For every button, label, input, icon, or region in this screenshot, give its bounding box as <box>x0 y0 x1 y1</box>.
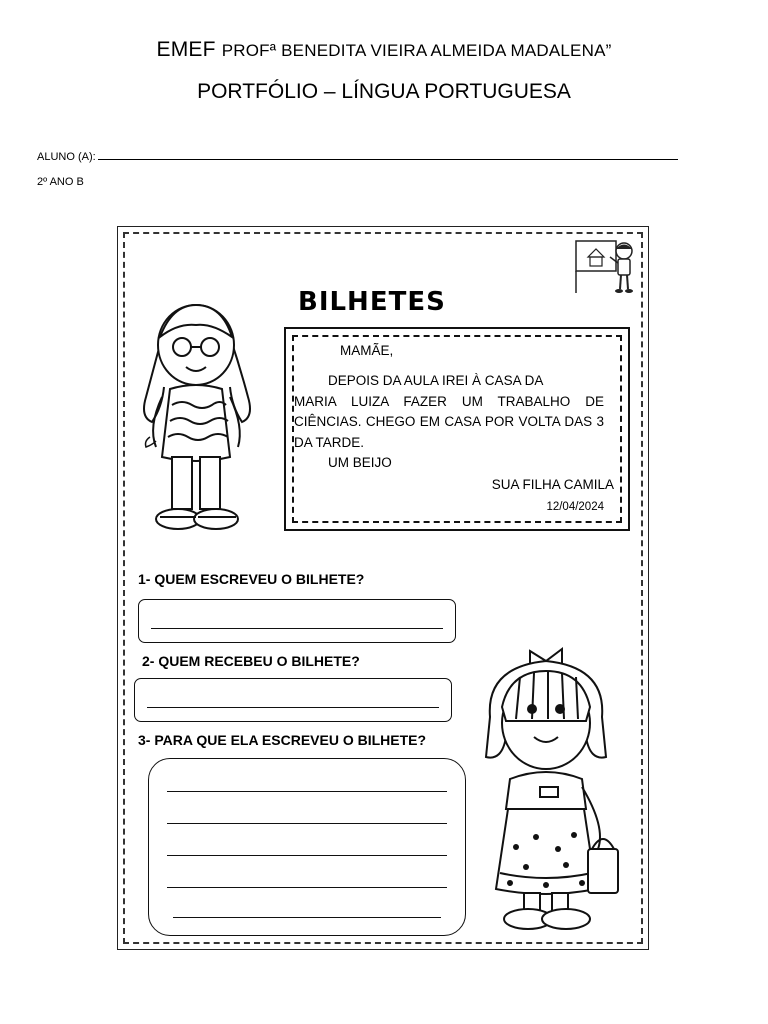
note-signature: SUA FILHA CAMILA <box>491 477 614 492</box>
note-body <box>294 371 604 474</box>
girl-with-bow-and-bag-icon <box>470 637 626 937</box>
student-label: ALUNO (A): <box>37 151 96 163</box>
school-name: PROFª BENEDITA VIEIRA ALMEIDA MADALENA” <box>221 41 612 60</box>
child-at-blackboard-icon <box>574 235 638 297</box>
question-3: 3- PARA QUE ELA ESCREVEU O BILHETE? <box>138 732 427 748</box>
answer-line <box>167 791 447 792</box>
answer-box-1[interactable] <box>138 599 456 643</box>
girl-with-glasses-icon <box>132 297 264 549</box>
answer-line <box>167 855 447 856</box>
answer-line <box>173 917 441 918</box>
answer-line <box>147 707 439 708</box>
note-date: 12/04/2024 <box>546 501 604 513</box>
question-1: 1- QUEM ESCREVEU O BILHETE? <box>138 571 365 587</box>
note-body-line1: DEPOIS DA AULA IREI À CASA DA <box>328 373 544 388</box>
worksheet <box>117 226 649 950</box>
note-body-rest: MARIA LUIZA FAZER UM TRABALHO DE CIÊNCIAS. CHEGO EM CASA POR VOLTA DAS 3 DA TARDE. <box>294 393 604 450</box>
portfolio-title: PORTFÓLIO – LÍNGUA PORTUGUESA <box>197 80 571 103</box>
student-name-underline <box>98 148 678 160</box>
note-greeting: MAMÃE, <box>340 343 394 358</box>
note-closing: UM BEIJO <box>328 455 392 470</box>
answer-line <box>151 628 443 629</box>
school-title <box>0 38 768 62</box>
school-prefix: EMEF <box>156 38 216 61</box>
answer-line <box>167 887 447 888</box>
answer-box-3[interactable] <box>148 758 466 936</box>
grade-label: 2º ANO B <box>37 176 84 188</box>
answer-line <box>167 823 447 824</box>
student-name-field[interactable] <box>37 148 678 163</box>
answer-box-2[interactable] <box>134 678 452 722</box>
note-card <box>284 327 630 531</box>
question-2: 2- QUEM RECEBEU O BILHETE? <box>142 653 360 669</box>
worksheet-heading: BILHETES <box>298 287 446 317</box>
